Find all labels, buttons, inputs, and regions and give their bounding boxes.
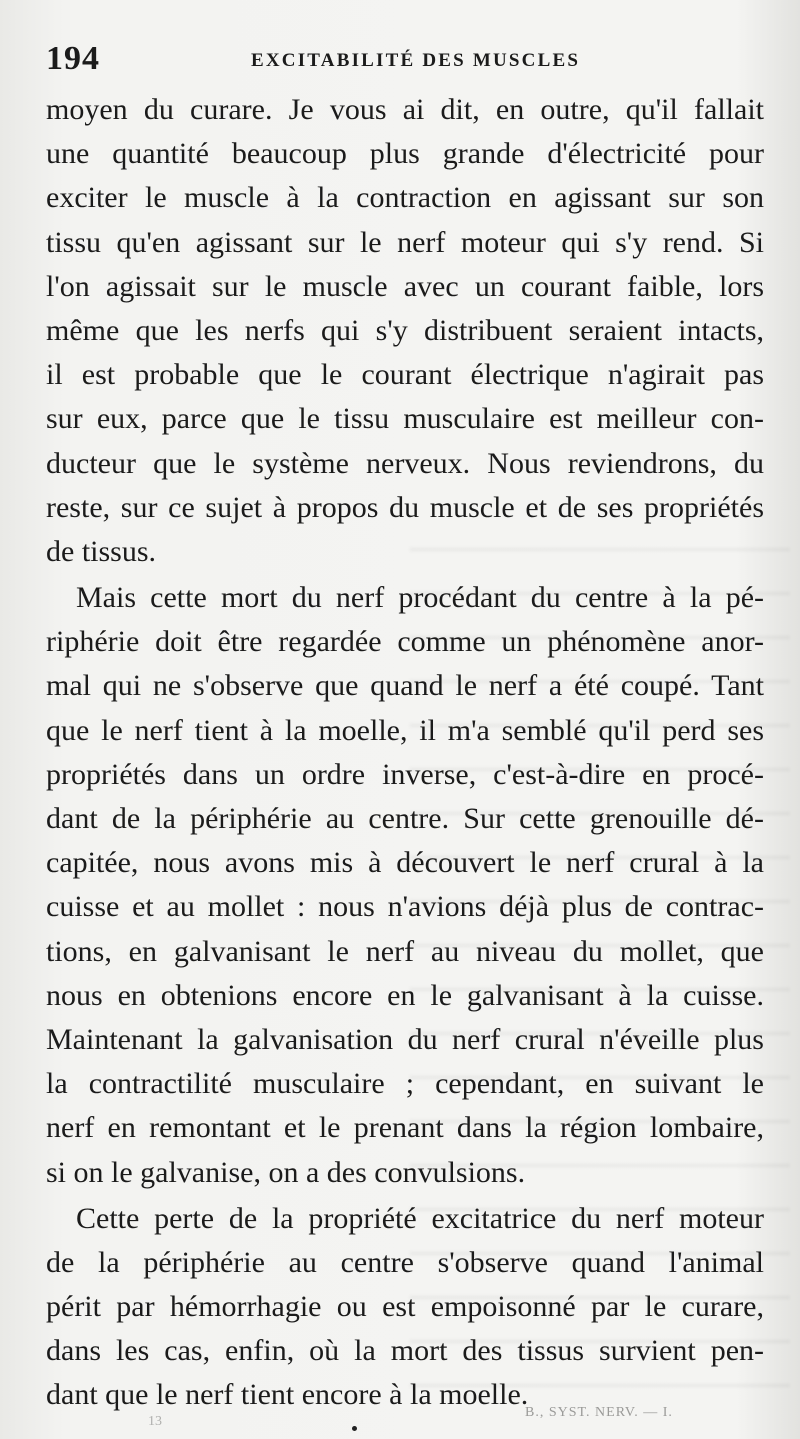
text-line: sur eux, parce que le tissu musculaire est meilleur con- — [46, 402, 764, 436]
text-line: moyen du curare. Je vous ai dit, en outre, qu'il fallait — [46, 93, 764, 126]
text-line: nous en obtenions encore en le galvanisant à la cuisse. — [46, 978, 764, 1012]
text-line: même que les nerfs qui s'y distribuent seraient intacts, — [46, 313, 764, 347]
ink-dot — [352, 1426, 357, 1431]
text-line: de la périphérie au centre s'observe quand l'animal — [46, 1245, 764, 1279]
text-line: de tissus. — [46, 534, 157, 568]
text-line: dant que le nerf tient encore à la moelle. — [46, 1378, 529, 1412]
text-line: la contractilité musculaire ; cependant, en suivant le — [46, 1067, 764, 1101]
text-line: dans les cas, enfin, où la mort des tissus survient pen- — [46, 1334, 764, 1368]
paragraph — [46, 576, 764, 1195]
paragraph — [46, 1197, 764, 1418]
text-line: mal qui ne s'observe que quand le nerf a été coupé. Tant — [46, 669, 764, 703]
running-title: EXCITABILITÉ DES MUSCLES — [251, 50, 581, 71]
text-line: tissu qu'en agissant sur le nerf moteur qui s'y rend. Si — [46, 225, 764, 259]
text-line: Cette perte de la propriété excitatrice du nerf moteur — [76, 1201, 764, 1235]
text-line: reste, sur ce sujet à propos du muscle et de ses propriétés — [46, 490, 764, 524]
page-number: 194 — [46, 40, 100, 77]
page-header — [46, 40, 756, 80]
body-text — [46, 88, 764, 1420]
text-line: propriétés dans un ordre inverse, c'est-à-dire en procé- — [46, 757, 764, 791]
text-line: si on le galvanise, on a des convulsions. — [46, 1155, 526, 1189]
printer-signature: B., SYST. NERV. — I. — [525, 1405, 673, 1420]
text-line: il est probable que le courant électrique n'agirait pas — [46, 358, 764, 392]
text-line: riphérie doit être regardée comme un phénomène anor- — [46, 625, 764, 659]
text-line: périt par hémorrhagie ou est empoisonné par le curare, — [46, 1290, 764, 1324]
text-line: Maintenant la galvanisation du nerf crural n'éveille plus — [46, 1022, 764, 1056]
text-line: tions, en galvanisant le nerf au niveau du mollet, que — [46, 934, 764, 968]
text-line: capitée, nous avons mis à découvert le nerf crural à la — [46, 846, 764, 880]
text-line: une quantité beaucoup plus grande d'électricité pour — [46, 137, 764, 171]
text-line: dant de la périphérie au centre. Sur cette grenouille dé- — [46, 802, 764, 835]
text-line: nerf en remontant et le prenant dans la région lombaire, — [46, 1111, 764, 1145]
text-line: que le nerf tient à la moelle, il m'a semblé qu'il perd ses — [46, 713, 764, 747]
text-line: ducteur que le système nerveux. Nous reviendrons, du — [46, 446, 764, 480]
text-line: Mais cette mort du nerf procédant du centre à la pé- — [76, 581, 764, 615]
text-line: exciter le muscle à la contraction en agissant sur son — [46, 181, 764, 215]
text-line: l'on agissait sur le muscle avec un courant faible, lors — [46, 269, 764, 303]
sheet-number: 13 — [148, 1414, 162, 1429]
paragraph — [46, 88, 764, 574]
text-line: cuisse et au mollet : nous n'avions déjà plus de contrac- — [46, 890, 764, 924]
